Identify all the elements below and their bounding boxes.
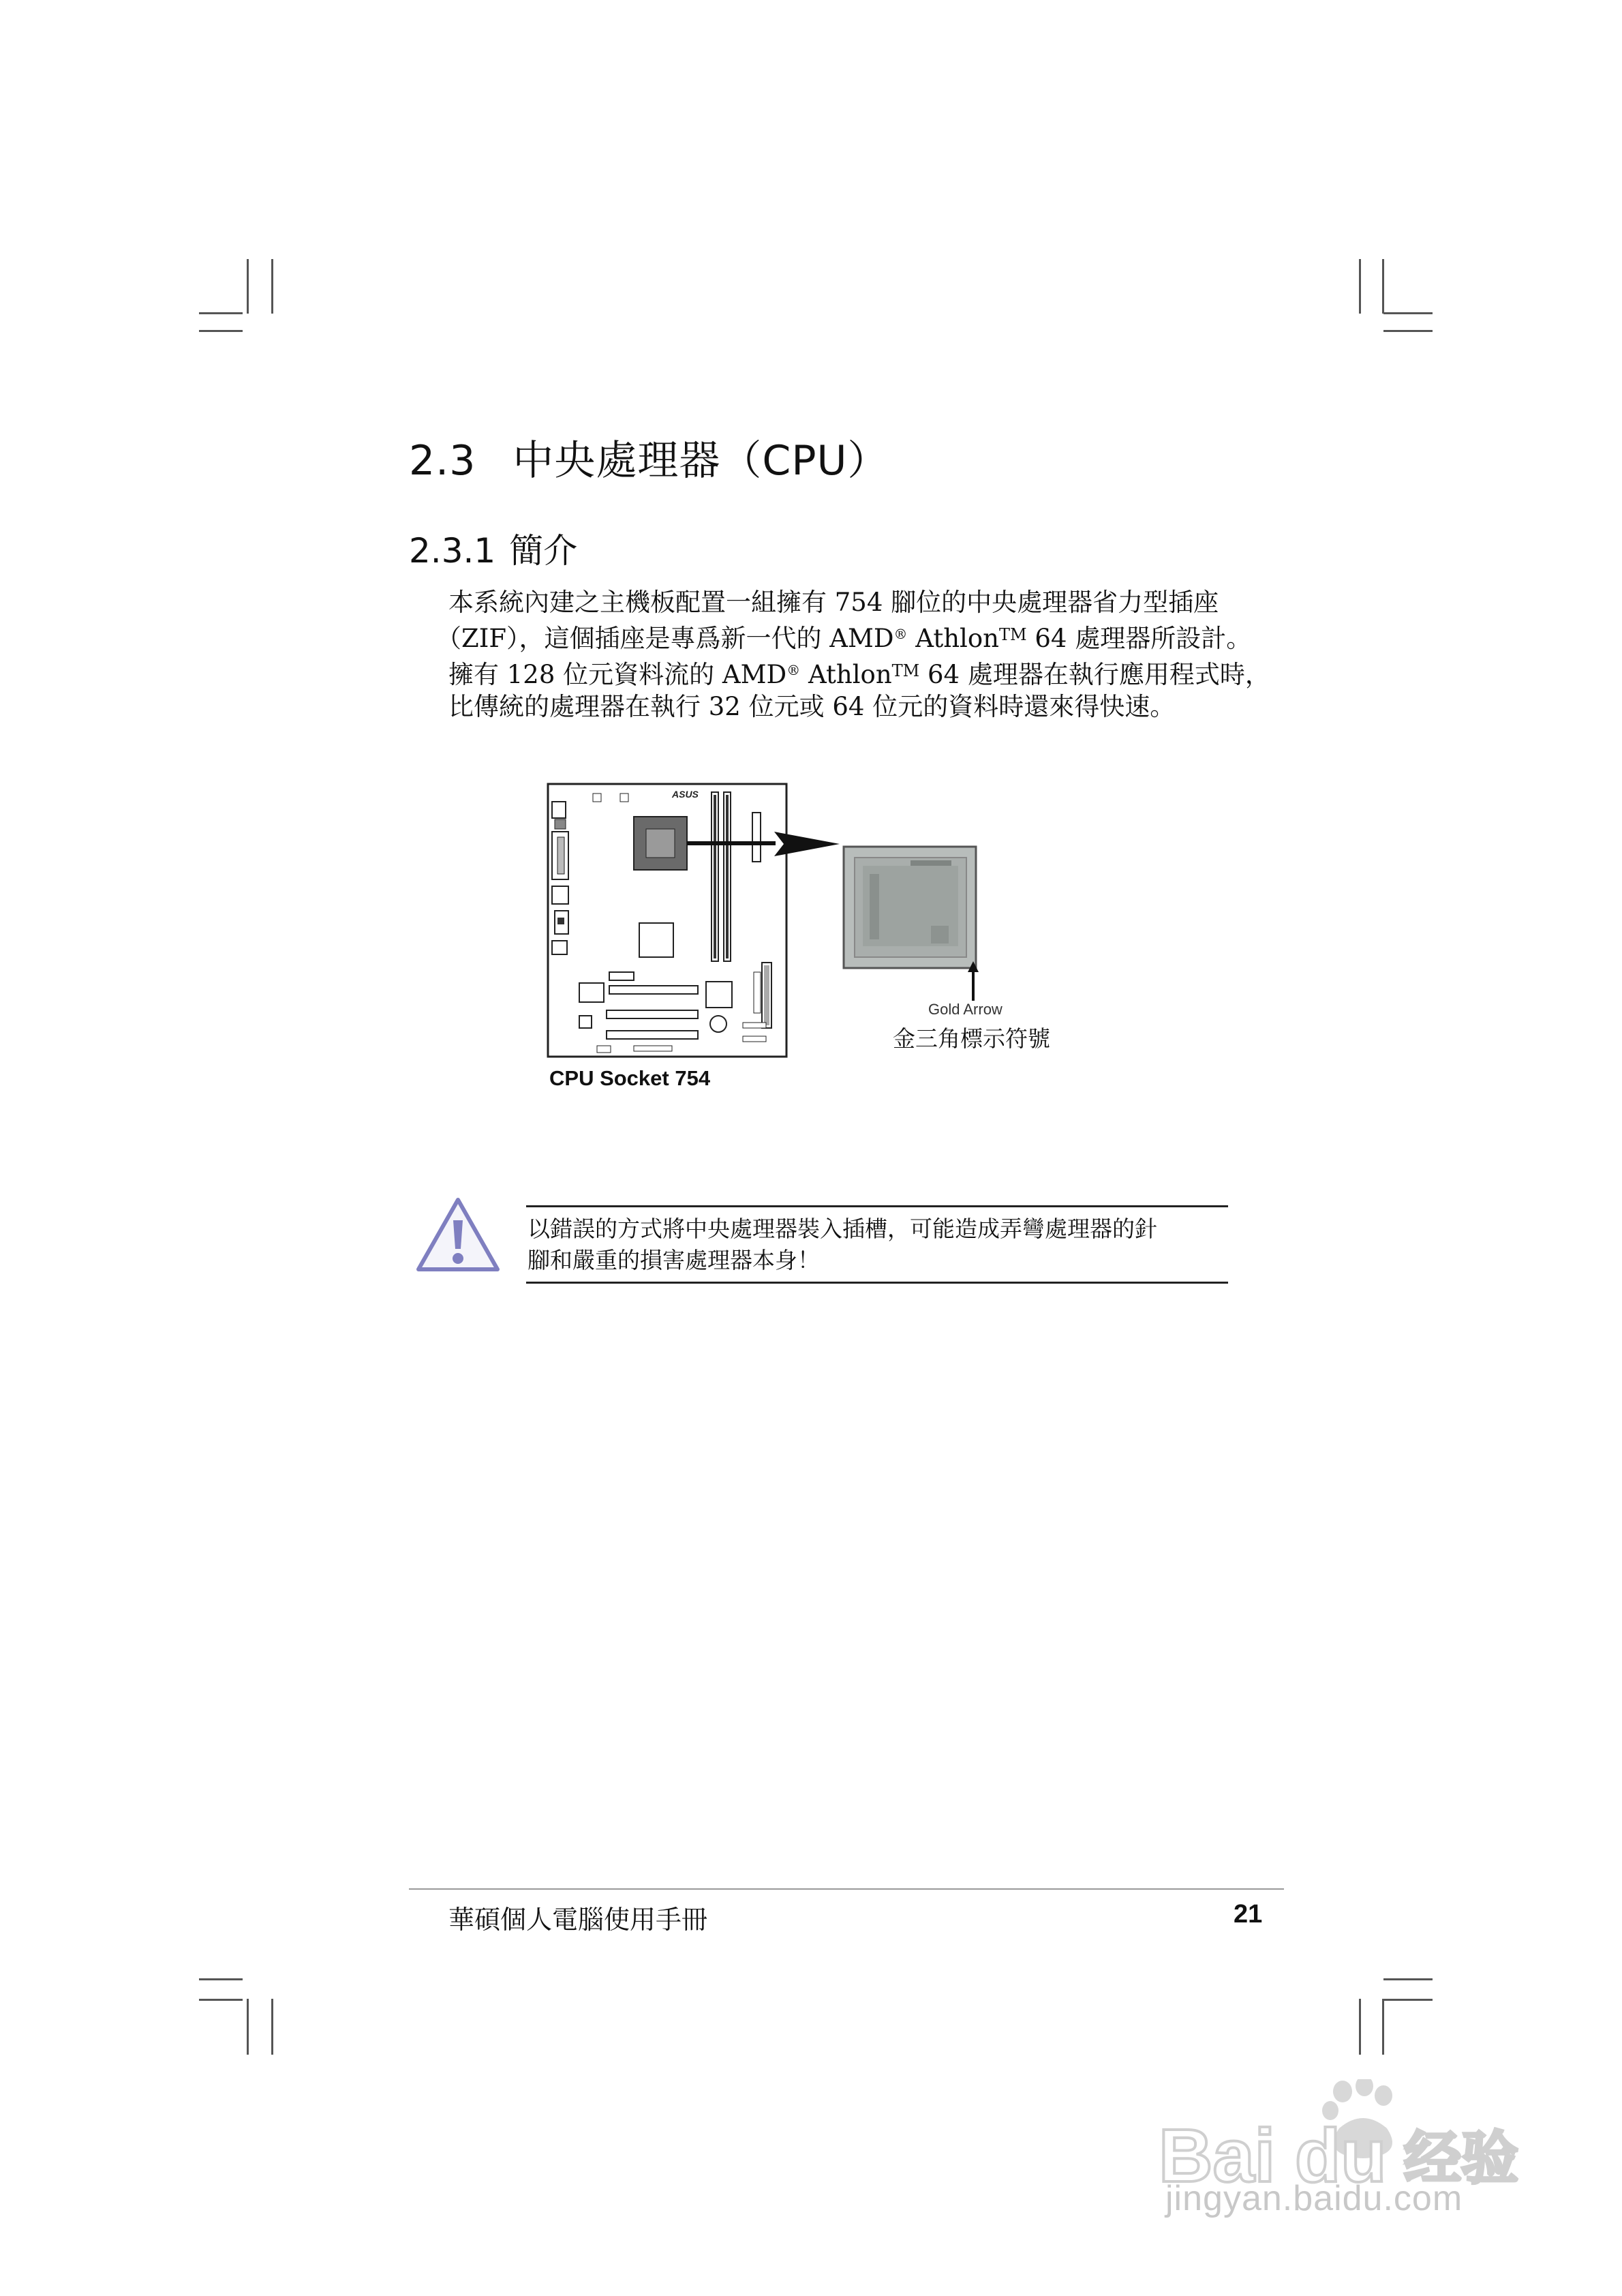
- crop-mark: [271, 259, 273, 314]
- paragraph-text: 64 處理器所設計。: [1026, 624, 1252, 653]
- crop-mark: [1382, 1999, 1384, 2055]
- crop-mark: [271, 1999, 273, 2055]
- page-number: 21: [1234, 1900, 1263, 1929]
- io-port: [555, 819, 566, 829]
- pci-slot: [607, 1010, 698, 1018]
- pci-slot: [609, 986, 698, 994]
- cpu-image: [842, 845, 979, 969]
- arrow-head: [774, 830, 840, 858]
- crop-mark: [247, 259, 249, 314]
- io-port: [557, 918, 564, 924]
- registered-mark: ®: [893, 626, 908, 642]
- io-port: [552, 941, 567, 954]
- caution-rule-top: [526, 1205, 1228, 1207]
- crop-mark: [1383, 312, 1433, 314]
- cpu-socket-core: [646, 829, 675, 858]
- svg-text:Bai: Bai: [1159, 2114, 1276, 2198]
- registered-mark: ®: [786, 662, 801, 678]
- gold-arrow-label-en: Gold Arrow: [928, 1001, 1003, 1018]
- header-pins: [743, 1036, 766, 1042]
- svg-text:经验: 经验: [1404, 2126, 1519, 2190]
- paragraph-line: 本系統內建之主機板配置一組擁有 754 腳位的中央處理器省力型插座: [448, 588, 1219, 617]
- paragraph-line: 比傳統的處理器在執行 32 位元或 64 位元的資料時還來得快速。: [448, 692, 1176, 721]
- trademark-mark: TM: [999, 625, 1027, 644]
- board-component: [620, 794, 628, 802]
- board-logo: ASUS: [672, 789, 699, 800]
- io-port: [557, 837, 564, 874]
- intro-paragraph: [436, 586, 1270, 723]
- section-number: 2.3: [409, 437, 476, 485]
- paragraph-line: [436, 618, 1252, 654]
- dimm-slot-inner: [726, 795, 729, 958]
- crop-mark: [199, 330, 243, 332]
- southbridge-chip: [706, 982, 732, 1008]
- subsection-number: 2.3.1: [409, 531, 496, 571]
- crop-mark: [1383, 330, 1433, 332]
- paragraph-text: （ZIF），這個插座是專爲新一代的 AMD: [436, 624, 894, 653]
- socket-caption: CPU Socket 754: [549, 1066, 711, 1090]
- board-component: [579, 983, 604, 1002]
- power-connector: [752, 813, 761, 862]
- warning-icon: [416, 1197, 500, 1273]
- footer-rule: [409, 1888, 1284, 1890]
- board-component: [593, 794, 601, 802]
- board-component: [609, 972, 634, 980]
- motherboard-diagram: [538, 777, 797, 1063]
- section-heading: [409, 428, 889, 487]
- caution-line: 腳和嚴重的損害處理器本身！: [527, 1247, 820, 1273]
- footer-title: 華碩個人電腦使用手冊: [448, 1905, 708, 1935]
- dimm-slot-inner: [714, 795, 716, 958]
- gold-arrow-pointer: [966, 961, 980, 1001]
- io-port: [552, 886, 568, 904]
- pointer-line: [687, 841, 776, 845]
- paragraph-text: Athlon: [800, 660, 892, 689]
- paragraph-line: [448, 654, 1270, 691]
- paragraph-text: Athlon: [907, 624, 999, 653]
- crop-mark: [199, 312, 243, 314]
- io-port: [552, 802, 566, 818]
- subsection-heading: [409, 524, 577, 573]
- section-title: 中央處理器（CPU）: [512, 437, 889, 485]
- crop-mark: [247, 1999, 249, 2055]
- header-pins: [634, 1046, 672, 1051]
- crop-mark: [1359, 1999, 1361, 2055]
- crop-mark: [199, 1978, 243, 1980]
- crop-mark: [1383, 1978, 1433, 1980]
- crop-mark: [1382, 259, 1384, 314]
- caution-rule-bottom: [526, 1282, 1228, 1284]
- board-component: [754, 972, 761, 1013]
- caution-line: 以錯誤的方式將中央處理器裝入插槽，可能造成弄彎處理器的針: [527, 1215, 1157, 1242]
- svg-text:du: du: [1295, 2114, 1387, 2198]
- gold-arrow-label-zh: 金三角標示符號: [893, 1025, 1050, 1052]
- board-component: [579, 1016, 592, 1028]
- header-pins: [743, 1023, 766, 1028]
- paragraph-text: 64 處理器在執行應用程式時，: [919, 660, 1270, 689]
- trademark-mark: TM: [891, 661, 920, 680]
- crop-mark: [1383, 1999, 1433, 2001]
- pci-slot: [607, 1031, 698, 1039]
- crop-mark: [1359, 259, 1361, 314]
- paragraph-text: 擁有 128 位元資料流的 AMD: [448, 660, 787, 689]
- header-pins: [597, 1046, 611, 1053]
- northbridge-chip: [639, 923, 673, 957]
- watermark-url: jingyan.baidu.com: [1165, 2179, 1463, 2218]
- battery: [710, 1016, 726, 1032]
- crop-mark: [199, 1999, 243, 2001]
- ide-connector-inner: [764, 965, 769, 1025]
- subsection-title: 簡介: [509, 531, 578, 571]
- caution-text: [527, 1213, 1229, 1276]
